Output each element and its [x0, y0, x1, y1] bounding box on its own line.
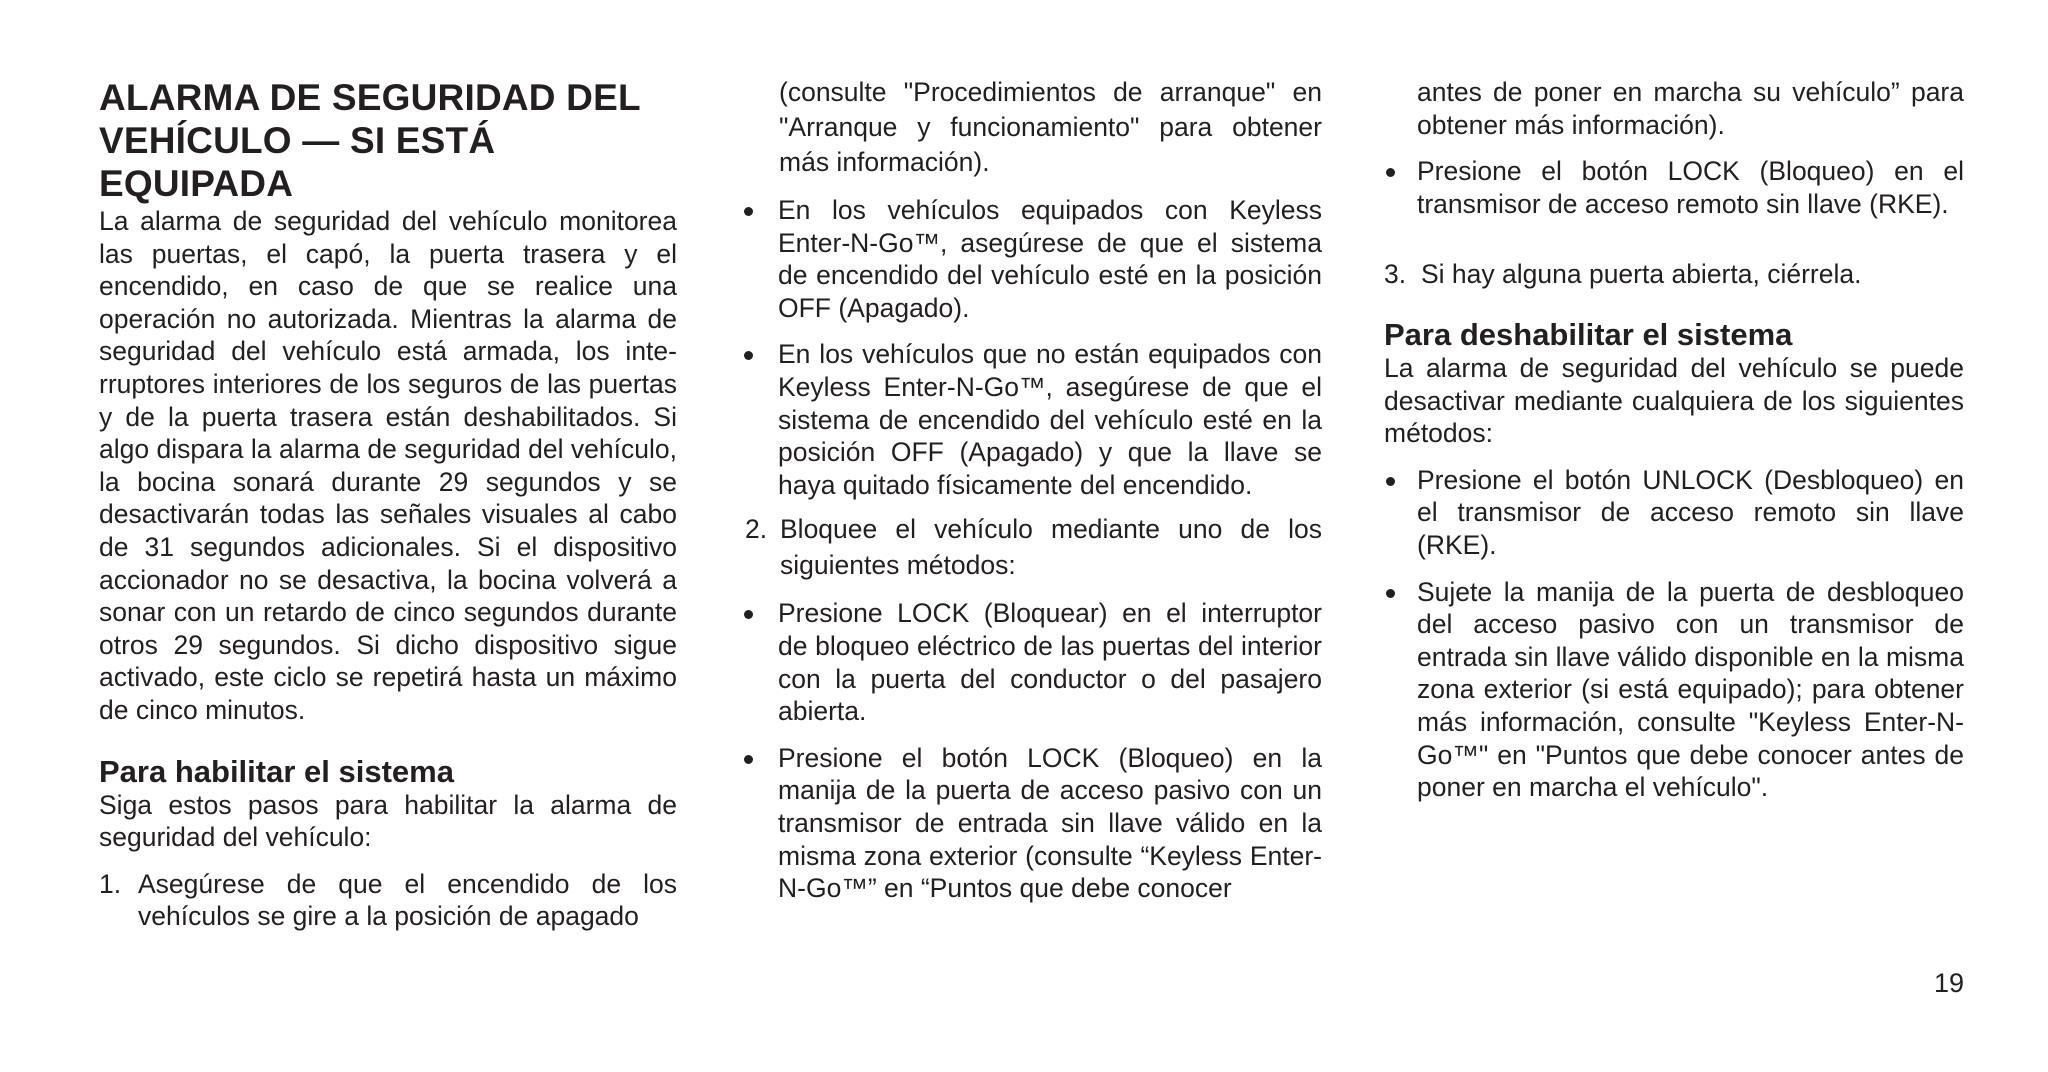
- step-2-bullet-2: [742, 742, 1322, 905]
- step-1-bullet-1-text: En los vehículos equipados con Keyless Enter-N-Go™, asegúrese de que el sistema de encendido del vehículo esté en la posición OFF (Apagado).: [778, 195, 1322, 323]
- disable-intro: La alarma de seguridad del vehículo se puede desactivar mediante cualquiera de los siguientes métodos:: [1384, 352, 1964, 449]
- step-3-text: Si hay alguna puerta abierta, ciérrela.: [1421, 259, 1862, 290]
- step-1-text: Asegúrese de que el encendido de los vehículos se gire a la posición de apagado: [138, 868, 677, 932]
- bullet-dot-icon: [1386, 168, 1395, 177]
- enable-intro: Siga estos pasos para habilitar la alarma de seguridad del vehículo:: [99, 789, 677, 853]
- step-1-continued: (consulte "Procedimientos de arranque" en "Arranque y funcionamiento" para obtener más información).: [779, 77, 1322, 177]
- bullet-dot-icon: [1386, 589, 1395, 598]
- step-1-marker: 1.: [99, 868, 122, 899]
- disable-bullet-1-text: Presione el botón UNLOCK (Desbloqueo) en el transmisor de acceso remoto sin llave (RKE).: [1417, 464, 1964, 560]
- disable-bullet-1: [1384, 464, 1964, 562]
- step-2-bullet-1-text: Presione LOCK (Bloquear) en el interruptor de bloqueo eléctrico de las puertas del interior con la puerta del conductor o del pasajero abierta.: [778, 598, 1322, 727]
- step-2: [742, 511, 1322, 583]
- step-2-bullet-2-text: Presione el botón LOCK (Bloqueo) en la manija de la puerta de acceso pasivo con un transmisor de entrada sin llave válido en la misma zona exterior (consulte “Keyless Enter-N-Go™” en “Puntos que debe conocer: [778, 742, 1322, 904]
- step-2-bullet-2-continued: antes de poner en marcha su vehículo” para obtener más información).: [1417, 77, 1964, 140]
- bullet-dot-icon: [744, 351, 753, 360]
- section-title: ALARMA DE SEGURIDAD DEL VEHÍCULO — SI ESTÁ EQUIPADA: [99, 77, 641, 204]
- column-right: [1384, 76, 1964, 804]
- enable-heading: Para habilitar el sistema: [99, 753, 454, 789]
- step-3: [1384, 258, 1964, 291]
- bullet-dot-icon: [744, 610, 753, 619]
- bullet-dot-icon: [744, 755, 753, 764]
- column-left: [99, 76, 677, 933]
- step-2-text: Bloquee el vehículo mediante uno de los siguientes métodos:: [780, 514, 1322, 581]
- disable-bullet-2: [1384, 576, 1964, 804]
- step-2-marker: 2.: [745, 514, 768, 545]
- step-1-bullet-2: [742, 338, 1322, 501]
- step-1-bullet-1: [742, 194, 1322, 324]
- bullet-dot-icon: [1386, 477, 1395, 486]
- step-2-bullet-3: [1384, 155, 1964, 220]
- step-3-marker: 3.: [1384, 259, 1407, 290]
- step-2-bullet-1: [742, 597, 1322, 727]
- disable-heading: Para deshabilitar el sistema: [1384, 316, 1793, 352]
- column-middle: [742, 75, 1322, 905]
- intro-paragraph: La alarma de seguridad del vehículo monitorea las puertas, el capó, la puerta trasera y el encendido, en caso de que se realice una operación no autorizada. Mientras la alarma de seguridad del vehículo está armada, los interruptores interiores de los seguros de las puertas y de la puerta trasera están deshabilitados. Si algo dispara la alarma de seguridad del vehículo, la bocina sonará durante 29 segundos y se desactivarán todas las señales visuales al cabo de 31 segundos adicionales. Si el dispositivo accionador no se desactiva, la bocina volverá a sonar con un retardo de cinco segundos durante otros 29 segundos. Si dicho dispositivo sigue activado, este ciclo se repetirá hasta un máximo de cinco minutos.: [99, 206, 677, 725]
- disable-bullet-2-text: Sujete la manija de la puerta de desbloqueo del acceso pasivo con un transmisor de entrada sin llave válido disponible en la misma zona exterior (si está equipado); para obtener más información, consulte "Keyless Enter-N-Go™" en "Puntos que debe conocer antes de poner en marcha el vehículo".: [1417, 576, 1964, 803]
- bullet-dot-icon: [744, 207, 753, 216]
- page-number: 19: [1933, 968, 1964, 998]
- step-1: [99, 868, 677, 933]
- step-1-bullet-2-text: En los vehículos que no están equipados con Keyless Enter-N-Go™, asegúrese de que el sistema de encendido del vehículo esté en la posición OFF (Apagado) y que la llave se haya quitado físicamente del encendido.: [778, 339, 1322, 500]
- step-2-bullet-3-text: Presione el botón LOCK (Bloqueo) en el transmisor de acceso remoto sin llave (RKE).: [1417, 156, 1964, 219]
